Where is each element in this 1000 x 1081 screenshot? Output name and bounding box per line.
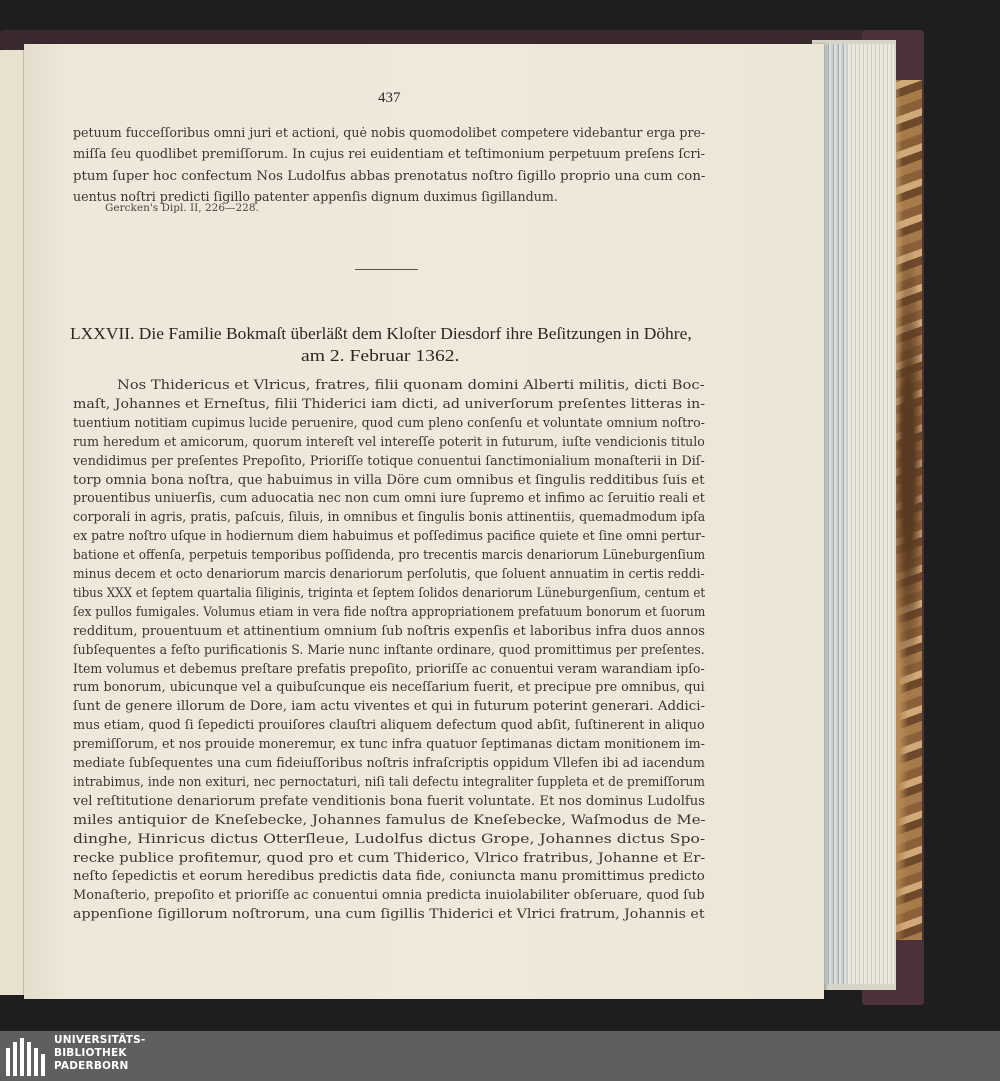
text-line: maſt, Johannes et Erneſtus, filii Thiderici iam dicti, ad univerſorum preſentes litteras in-	[73, 395, 706, 411]
text-line: redditum, prouentuum et attinentium omnium ſub noſtris expenſis et laboribus infra duos annos	[73, 622, 705, 638]
text-line: batione et offenſa, perpetuis temporibus poſſidenda, pro trecentis marcis denariorum Lüneburgenſium	[73, 547, 706, 563]
library-logo-icon	[6, 1036, 46, 1076]
page-edges-outer	[848, 44, 894, 984]
text-line: prouentibus uniuerſis, cum aduocatia nec non cum omni iure ſupremo et infimo ac ſeruitio reali et	[73, 490, 705, 506]
text-line: uentus noſtri predicti ſigillo patenter appenſis dignum duximus ſigillandum.	[73, 188, 558, 204]
text-line: recke publice profitemur, quod pro et cum Thiderico, Vlrico fratribus, Johanne et Er-	[73, 849, 706, 865]
section-divider	[355, 269, 418, 270]
library-name-line2: BIBLIOTHEK	[54, 1047, 127, 1059]
text-line: rum bonorum, ubicunque vel a quibuſcunque eis neceſſarium fuerit, et precipue pre omnibus, qui	[73, 679, 705, 695]
library-name	[54, 1034, 145, 1073]
text-line: mediate ſubſequentes una cum fideiuſſoribus noſtris infraſcriptis oppidum Vllefen ibi ad iacendum	[73, 755, 705, 770]
text-line: Item volumus et debemus preſtare prefatis prepoſito, prioriſſe ac conuentui veram warandiam ipſo-	[73, 660, 705, 676]
text-line: Monaſterio, prepoſito et prioriſſe ac conuentui omnia predicta inuiolabiliter obſeruare, quod ſub	[73, 887, 705, 903]
text-line: miſſa ſeu quodlibet premiſſorum. In cujus rei euidentiam et teſtimonium perpetuum preſens ſcri-	[73, 146, 705, 162]
text-line: Nos Thidericus et Vlricus, fratres, filii quonam domini Alberti militis, dicti Boc-	[117, 377, 705, 392]
text-line: mus etiam, quod ſi ſepedicti prouiſores clauſtri aliquem defectum quod abſit, ſuſtinerent in aliquo	[73, 717, 705, 733]
left-page-edge	[0, 50, 24, 995]
library-name-line3: PADERBORN	[54, 1060, 129, 1072]
text-line: intrabimus, inde non exituri, nec pernoctaturi, niſi tali defectu integraliter ſuppleta et de premiſſorum	[73, 773, 705, 789]
library-name-line1: UNIVERSITÄTS-	[54, 1034, 146, 1046]
text-line: torp omnia bona noſtra, que habuimus in villa Döre cum omnibus et ſingulis redditibus ſuis et	[73, 471, 705, 487]
text-line: tuentium notitiam cupimus lucide peruenire, quod cum pleno conſenſu et voluntate omnium noſtro-	[73, 414, 705, 430]
text-line: ex patre noſtro uſque in hodiernum diem habuimus et poſſedimus pacifice quiete et ſine omni pertur-	[73, 528, 706, 544]
page-number: 437	[378, 90, 401, 106]
text-line: minus decem et octo denariorum marcis denariorum perſolutis, que ſoluent annuatim in certis reddi-	[73, 566, 705, 581]
text-line: petuum fucceſſoribus omni juri et actioni, quė nobis quomodolibet competere videbantur erga pre-	[73, 125, 706, 140]
text-line: miles antiquior de Kneſebecke, Johannes famulus de Kneſebecke, Waſmodus de Me-	[73, 811, 706, 827]
text-line: ptum ſuper hoc confectum Nos Ludolfus abbas prenotatus noſtro ſigillo proprio una cum con-	[73, 167, 706, 183]
text-line: neſto ſepedictis et eorum heredibus predictis data fide, coniuncta manu promittimus predicto	[73, 868, 705, 884]
library-footer	[0, 1031, 1000, 1081]
document-heading: LXXVII. Die Familie Bokmaſt überläßt dem Kloſter Diesdorf ihre Beſitzungen in Döhre,	[70, 324, 692, 343]
text-line: vendidimus per preſentes Prepoſito, Prioriſſe totique conuentui ſanctimonialium monaſterii in Diſ-	[73, 452, 705, 468]
text-line: ſubſequentes a feſto purificationis S. Marie nunc inſtante ordinare, quod promittimus per preſentes.	[73, 641, 705, 657]
text-line: vel reſtitutione denariorum prefate venditionis bona fuerit voluntate. Et nos dominus Ludolfus	[73, 792, 706, 808]
text-line: ſex pullos fumigales. Volumus etiam in vera fide noſtra appropriationem prefatuum bonorum et ſuorum	[73, 603, 706, 619]
text-line: tibus XXX et ſeptem quartalia ſiliginis, triginta et ſeptem ſolidos denariorum Lüneburgenſium, centum et	[73, 584, 706, 600]
text-line: dinghe, Hinricus dictus Otterſleue, Ludolfus dictus Grope, Johannes dictus Spo-	[73, 830, 706, 846]
text-line: ſunt de genere illorum de Dore, iam actu viventes et qui in futurum poterint generari. Addici-	[73, 698, 705, 714]
text-line: corporali in agris, pratis, paſcuis, ſiluis, in omnibus et ſingulis bonis attinentiis, quemadmodum ipſa	[73, 509, 706, 525]
document-date: am 2. Februar 1362.	[301, 346, 460, 365]
text-line: appenſione ſigillorum noſtrorum, una cum ſigillis Thiderici et Vlrici fratrum, Johannis et	[73, 906, 705, 922]
text-line: premiſſorum, et nos prouide moneremur, ex tunc infra quatuor ſeptimanas dictam monitionem im-	[73, 736, 705, 752]
source-citation: Gercken's Dipl. II, 226—228.	[105, 202, 259, 214]
text-line: rum heredum et amicorum, quorum intereſt vel intereſſe poterit in futurum, iuſte vendicionis titulo	[73, 433, 705, 449]
